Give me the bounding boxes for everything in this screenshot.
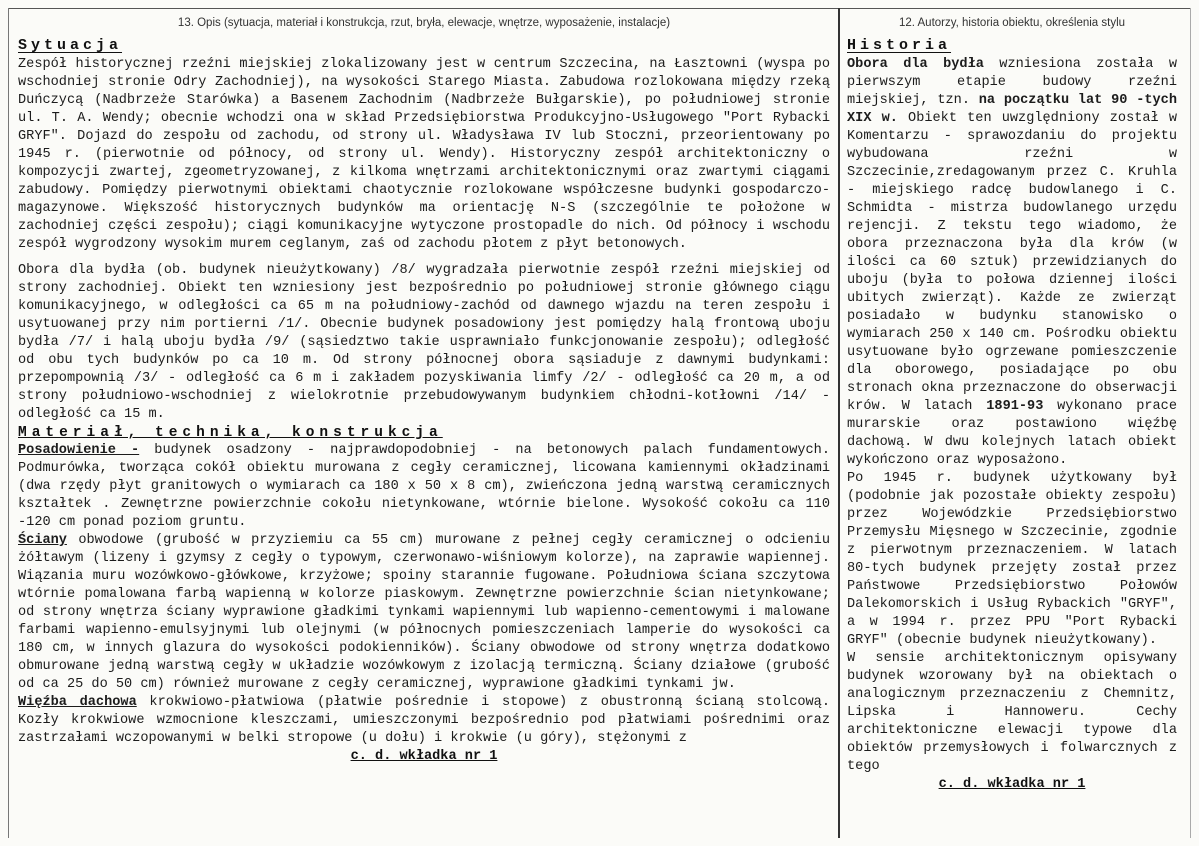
roof-paragraph <box>18 694 830 748</box>
roof-text: krokwiowo-płatwiowa (płatwie pośrednie i stopowe) z obustronną ścianą stolcową. Kozły krokwiowe wzmocnione kleszczami, umieszczonymi bezpośrednio pod płatwiami pośrednimi oraz zastrzałami wczopowanymi w belki stropowe (u dołu) i krokwie (u góry), stężonymi z <box>18 695 830 746</box>
walls-text: obwodowe (grubość w przyziemiu ca 55 cm) murowane z pełnej cegły ceramicznej o odcieniu żółtawym (lizeny i gzymsy z cegły o typowym, czerwonawo-wiśniowym kolorze), na zaprawie wapiennej. Wiązania muru wozówkowo-główkowe, krzyżowe; spoiny starannie fugowane. Południowa ściana szczytowa wtórnie pomalowana farbą wapienną w kolorze piaskowym. Zewnętrzne powierzchnie ścian nietynkowane; od strony wnętrza ściany wyprawione gładkimi tynkami wapiennymi lub wapienno-cementowymi i malowane farbami wapienno-emulsyjnymi lub olejnymi (w północnych pomieszczeniach lamperie do wysokości ca 180 cm, w innych glazura do wysokości podokienników). Ściany obwodowe od strony wnętrza dodatkowo obmurowane jedną warstwą cegły w układzie wozówkowym z izolacją termiczną. Ściany działowe (grubość od ca 25 do 50 cm) również murowane z cegły ceramicznej, wyprawione gładkimi tynkami jw. <box>18 533 830 692</box>
column-divider <box>838 8 840 838</box>
history-text-b: wzniesiona została w pierwszym etapie budowy rzeźni miejskiej, tzn. <box>847 57 1177 108</box>
foundation-label: Posadowienie - <box>18 443 140 458</box>
history-title: Historia <box>847 37 952 54</box>
history-paragraph-3: W sensie architektonicznym opisywany budynek wzorowany był na obiektach o analogicznym przeznaczeniu z Chemnitz, Lipska i Hannoweru. Cechy architektoniczne elewacji typowe dla obiektów przemysłowych i folwarcznych z tego <box>847 651 1177 774</box>
history-paragraph-2: Po 1945 r. budynek użytkowany był (podobnie jak pozostałe obiekty zespołu) przez Wojewódzkie Przedsiębiorstwo Przemysłu Mięsnego w Szczecinie, zgodnie z pierwotnym przeznaczeniem. W latach 80-tych budynek przejęty został przez Państwowe Przedsiębiorstwo Połowów Dalekomorskich i Usług Rybackich "GRYF", a w 1994 r. przez PPU "Port Rybacki GRYF" (obecnie budynek nieużytkowany). <box>847 471 1177 648</box>
roof-label: Więźba dachowa <box>18 695 137 710</box>
foundation-paragraph <box>18 442 830 532</box>
situation-title: Sytuacja <box>18 37 123 54</box>
frame-right-line <box>1190 8 1191 838</box>
foundation-text: budynek osadzony - najprawdopodobniej - na betonowych palach fundamentowych. Podmurówka, tworząca cokół obiektu murowana z cegły ceramicznej, licowana kamiennymi okładzinami (dwa rzędy płyt granitowych o wymiarach ca 180 x 50 x 8 cm), zwieńczona jedną warstwą ceramicznych kształtek . Zewnętrzne powierzchnie cokołu nietynkowane, wtórnie bielone. Wysokość cokołu ca 110 -120 cm ponad poziom gruntu. <box>18 443 830 530</box>
history-column <box>847 14 1177 794</box>
barn-location-paragraph: Obora dla bydła (ob. budynek nieużytkowany) /8/ wygradzała pierwotnie zespół rzeźni miejskiej od strony zachodniej. Obiekt ten wzniesiony jest bezpośrednio po południowej stronie głównego ciągu komunikacyjnego, w odległości ca 65 m na południowy-zachód od dawnego wjazdu na teren zespołu i usytuowanej przy nim portierni /1/. Obecnie budynek posadowiony jest pomiędzy halą frontową uboju bydła /7/ i halą uboju bydła /9/ (sąsiedztwo takie usprawniało funkcjonowanie zespołu); odległość od obu tych budynków po ca 10 m. Od strony północnej obora sąsiaduje z dawnymi budynkami: przepompownią /3/ - odległość ca 6 m i zakładem pozyskiwania limfy /2/ - odległość ca 20 m, a od strony południowo-wschodniej z wielokrotnie przebudowywanym budynkiem chłodni-kotłowni /14/ - odległość ca 15 m. <box>18 263 830 422</box>
date-emphasis: na początku lat 90 -tych XIX w. <box>847 93 1177 126</box>
barn-name: Obora dla bydła <box>847 57 984 72</box>
right-continuation-note: c. d. wkładka nr 1 <box>938 777 1086 792</box>
years-emphasis: 1891-93 <box>986 399 1044 414</box>
history-text-f: wykonano prace murarskie oraz postawiono więźbę dachową. W dwu kolejnych latach obiekt wykończono oraz wyposażono. <box>847 399 1177 468</box>
description-column <box>18 14 830 766</box>
frame-top-line <box>8 8 1191 9</box>
walls-label: Ściany <box>18 533 67 548</box>
history-text-d: Obiekt ten uwzględniony został w Komentarzu - sprawozdaniu do projektu wybudowana rzeźni w Szczecinie,zredagowanym przez C. Kruhla - miejskiego radcę budowlanego i C. Schmidta - mistrza budowlanego urzędu rejencji. Z tekstu tego wiadomo, że obora przeznaczona była dla krów (w ilości ca 60 sztuk) przewidzianych do uboju (była to połowa dziennej ilości ubitych zwierząt). Każde ze zwierząt posiadało w budynku stanowisko o wymiarach 250 x 140 cm. Pośrodku obiektu usytuowane było ogrzewane pomieszczenie dla oborowego, posiadające po obu stronach okna przeznaczone do obserwacji krów. W latach <box>847 111 1177 414</box>
left-continuation-note: c. d. wkładka nr 1 <box>350 749 498 764</box>
situation-paragraph: Zespół historycznej rzeźni miejskiej zlokalizowany jest w centrum Szczecina, na Łasztowni (wyspa po wschodniej stronie Odry Zachodniej), na wysokości Starego Miasta. Zabudowa rozlokowana między rzeką Duńczycą (Nadbrzeże Starówka) a Basenem Zachodnim (Nadbrzeże Bułgarskie), po południowej stronie ul. T. A. Wendy; obecnie wchodzi ona w skład Przedsiębiorstwa Produkcyjno-Usługowego "Port Rybacki GRYF". Dojazd do zespołu od zachodu, od strony ul. Władysława IV lub Stoczni, przeorientowany po 1945 r. (pierwotnie od północy, od strony ul. Wendy). Historyczny zespół architektoniczny o kompozycji zwartej, zgeometryzowanej, z kilkoma wnętrzami architektonicznymi oraz zwartymi ciągami zabudowy. Pomiędzy pierwotnymi obiektami chaotycznie rozlokowane współczesne budynki gospodarczo-magazynowe. Większość historycznych budynków ma orientację N-S (szczególnie te położone w zachodniej części zespołu); ciągi komunikacyjne wytyczone prostopadle do nich. Od północy i wschodu zespół wygrodzony wysokim murem ceglanym, zaś od zachodu płotem z płyt betonowych. <box>18 57 830 252</box>
walls-paragraph <box>18 532 830 694</box>
description-header: 13. Opis (sytuacja, materiał i konstrukcja, rzut, bryła, elewacje, wnętrze, wyposażenie, instalacje) <box>177 17 671 29</box>
history-header: 12. Autorzy, historia obiektu, określenia stylu <box>898 17 1126 29</box>
history-paragraph-1 <box>847 56 1177 470</box>
material-title: Materiał, technika, konstrukcja <box>18 425 443 441</box>
frame-left-line <box>8 8 9 838</box>
